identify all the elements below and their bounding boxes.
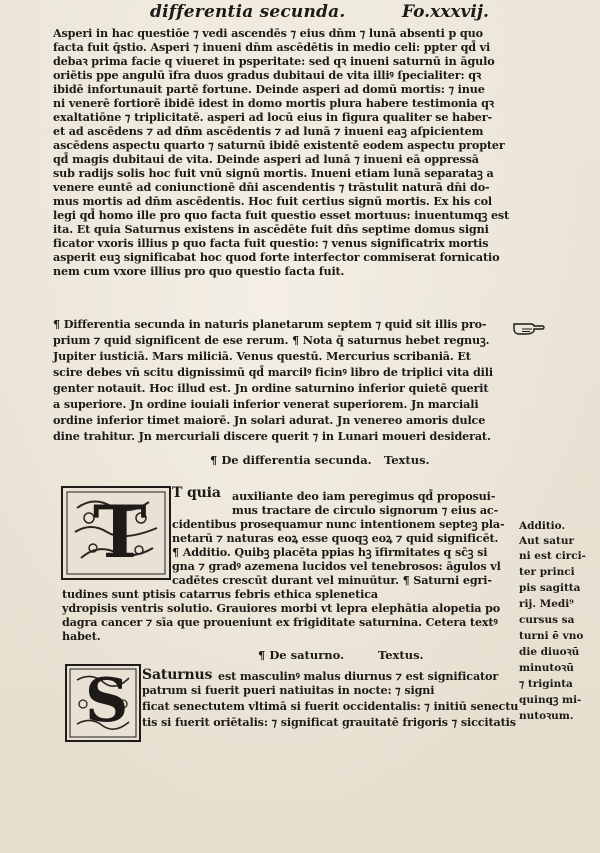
text-line: legi qd̄ homo ille pro quo facta fuit questio esset mortuus: inuentumqꝫ est xyxy=(53,208,510,222)
margin-line: Additio. xyxy=(519,520,566,532)
text-line: auxiliante deo iam peregimus qd̄ proposui- xyxy=(232,489,496,503)
text-line: asperit euꝫ significabat hoc quod forte interfector commiserat fornicatio xyxy=(53,250,500,264)
text-line: cadētes crescūt durant vel minuūtur. ¶ Saturni egri- xyxy=(172,573,492,587)
margin-line: turni ē vno xyxy=(519,630,584,642)
text-line: ¶ Differentia secunda in naturis planetarum septem ⁊ quid sit illis pro- xyxy=(53,317,487,331)
text-line: mus mortis ad dn̄m ascēdentis. Hoc fuit certius signū mortis. Ex his col xyxy=(53,194,493,208)
text-line: venere euntē ad coniunctionē dn̄i ascendentis ⁊ trāstulit naturā dn̄i do- xyxy=(53,180,490,194)
margin-line: nutoꝛum. xyxy=(519,710,574,722)
text-line: ficat senectutem vltimā si fuerit occidentalis: ⁊ initiū senectu xyxy=(142,699,519,713)
text-line: ydropisis ventris solutio. Grauiores morbi vt lepra elephātia alopetia po xyxy=(62,601,501,615)
section-heading: ¶ De saturno. xyxy=(258,648,345,662)
initial-word: Saturnus xyxy=(142,667,213,683)
pointing-hand-icon xyxy=(512,318,546,338)
text-line: Jupiter iusticiā. Mars miliciā. Venus questū. Mercurius scribaniā. Et xyxy=(53,349,471,363)
margin-line: pis sagitta xyxy=(519,582,581,594)
text-line: habet. xyxy=(62,629,101,643)
folio-number: Fo.xxxvij. xyxy=(402,2,489,22)
text-line: mus tractare de circulo signorum ⁊ eius ac- xyxy=(232,503,499,517)
text-line: netarū ⁊ naturas eoꝝ esse quoqꝫ eoꝝ ⁊ quid significēt. xyxy=(172,531,499,545)
text-line: Asperi in hac questiōe ⁊ vedi ascendēs ⁊ eius dn̄m ⁊ lunā absenti p quo xyxy=(53,26,483,40)
text-line: oriētis ppe angulū īfra duos gradus dubitaui de vita illiꝰ ſpecialiter: qꝛ xyxy=(53,68,482,82)
text-line: qd̄ magis dubitaui de vita. Deinde asperi ad lunā ⁊ inueni eā oppressā xyxy=(53,152,479,166)
text-line: a superiore. Jn ordine iouiali inferior venerat superiorem. Jn marciali xyxy=(53,397,479,411)
text-line: nem cum vxore illius pro quo questio facta fuit. xyxy=(53,264,345,278)
text-line: debaꝛ prima facie q viueret in psperitate: sed qꝛ inueni saturnū in āgulo xyxy=(53,54,495,68)
margin-line: die diuoꝛū xyxy=(519,646,580,658)
text-line: ficator vxoris illius p quo facta fuit questio: ⁊ venus significatrix mortis xyxy=(53,236,489,250)
section-heading: ¶ De differentia secunda. xyxy=(210,453,372,467)
margin-line: minutoꝛū xyxy=(519,662,574,674)
text-line: gna ⁊ gradꝰ azemena lucidos vel tenebrosos: āgulos vl xyxy=(172,559,501,573)
text-line: scire debes vn̄ scitu dignissimū qd̄ marcilꝰ ficinꝰ libro de triplici vita dili xyxy=(53,365,493,379)
text-line: ni venerē fortiorē ibidē idest in domo mortis plura habere testimonia qꝛ xyxy=(53,96,494,110)
text-line: exaltatiōne ⁊ triplicitatē. asperi ad locū eius in figura qualiter se haber- xyxy=(53,110,493,124)
text-line: ita. Et quia Saturnus existens in ascēdēte fuit dn̄s septime domus signi xyxy=(53,222,489,236)
text-line: ¶ Additio. Quibꝫ placēta ppias hꝫ īfirmitates q sc̄ꝫ si xyxy=(172,545,488,559)
margin-line: ⁊ triginta xyxy=(519,678,573,690)
initial-letter: S xyxy=(85,666,129,736)
margin-line: ni est circi- xyxy=(519,550,587,562)
running-title: differentia secunda. xyxy=(150,2,346,22)
text-line: genter notauit. Hoc illud est. Jn ordine saturnino inferior quietē querit xyxy=(53,381,489,395)
text-line: dagra cancer ⁊ sīa que proueniunt ex frigiditate saturnina. Cetera textꝰ xyxy=(62,615,498,629)
text-line: ibidē infortunauit partē fortune. Deinde asperi ad domū mortis: ⁊ inue xyxy=(53,82,485,96)
decorated-initial-t xyxy=(61,486,171,580)
text-line: dine trahitur. Jn mercuriali discere querit ⁊ in Lunari moueri desiderat. xyxy=(53,429,491,443)
margin-line: rij. Medi⁹ xyxy=(519,598,574,610)
decorated-initial-s xyxy=(65,664,141,742)
text-line: prium ⁊ quid significent de ese rerum. ¶ Nota q̄ saturnus hebet regnuꝫ. xyxy=(53,333,490,347)
textus-label: Textus. xyxy=(384,453,430,467)
text-line: et ad ascēdens ⁊ ad dn̄m ascēdentis ⁊ ad lunā ⁊ inueni eaꝫ aſpicientem xyxy=(53,124,484,138)
textus-label: Textus. xyxy=(378,648,424,662)
text-line: facta fuit q̄stio. Asperi ⁊ inueni dn̄m ascēdētis in medio celi: ppter qd̄ vi xyxy=(53,40,491,54)
margin-line: cursus sa xyxy=(519,614,575,626)
margin-line: quinqꝫ mi- xyxy=(519,694,582,706)
text-line: patrum si fuerit pueri natiuitas in nocte: ⁊ signi xyxy=(142,683,435,697)
text-line: ascēdens aspectu quarto ⁊ saturnū ibidē existentē eodem aspectu propter xyxy=(53,138,505,152)
text-line: est masculinꝰ malus diurnus ⁊ est significator xyxy=(218,669,499,683)
initial-word: T quia xyxy=(172,485,221,501)
text-line: sub radijs solis hoc fuit vnū signū mortis. Inueni etiam lunā separataꝫ a xyxy=(53,166,494,180)
margin-line: ter princi xyxy=(519,566,575,578)
text-line: tis si fuerit oriētalis: ⁊ significat grauitatē frigoris ⁊ siccitatis xyxy=(142,715,516,729)
text-line: ordine inferior timet maiorē. Jn solari adurat. Jn venereo amoris dulce xyxy=(53,413,486,427)
text-line: tudines sunt ptisis catarrus febris ethica splenetica xyxy=(62,587,379,601)
text-line: cidentibus prosequamur nunc intentionem septeꝫ pla- xyxy=(172,517,505,531)
margin-line: Aut satur xyxy=(519,535,575,547)
initial-letter: T xyxy=(93,489,147,574)
